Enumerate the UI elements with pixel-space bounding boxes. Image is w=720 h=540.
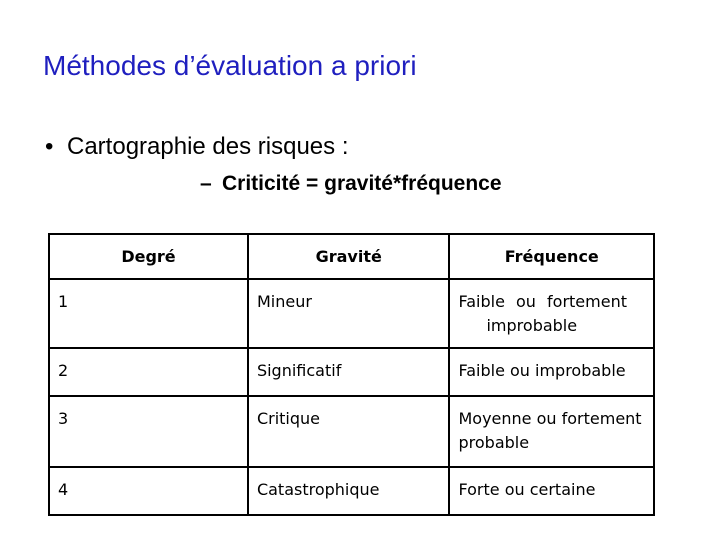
sub-bullet-item [200,172,502,196]
cell-degre: 2 [49,348,248,396]
cell-frequence [449,348,654,396]
cell-frequence [449,396,654,467]
frequence-line2: probable [458,433,530,452]
frequence-line1: Moyenne ou fortement [458,409,642,428]
header-degre: Degré [49,234,248,279]
cell-gravite: Significatif [248,348,450,396]
table-header-row [49,234,654,279]
table-row [49,467,654,515]
slide-title: Méthodes d’évaluation a priori [43,50,417,81]
bullet-marker: • [45,133,54,160]
bullet-item [45,133,348,161]
header-frequence: Fréquence [449,234,654,279]
table-row [49,396,654,467]
sub-bullet-marker: – [200,172,212,195]
table-row [49,279,654,348]
cell-degre: 1 [49,279,248,348]
cell-degre: 4 [49,467,248,515]
cell-gravite: Catastrophique [248,467,450,515]
frequence-line1: Forte ou certaine [458,480,596,499]
bullet-text: Cartographie des risques : [67,133,349,160]
frequence-line2: improbable [486,316,578,335]
cell-frequence [449,467,654,515]
cell-frequence [449,279,654,348]
risk-table [48,233,655,516]
table-row [49,348,654,396]
frequence-line1: Faible ou fortement [458,292,627,311]
cell-degre: 3 [49,396,248,467]
header-gravite: Gravité [248,234,450,279]
sub-bullet-text: Criticité = gravité*fréquence [222,172,502,195]
cell-gravite: Critique [248,396,450,467]
cell-gravite: Mineur [248,279,450,348]
frequence-line1: Faible ou improbable [458,361,626,380]
